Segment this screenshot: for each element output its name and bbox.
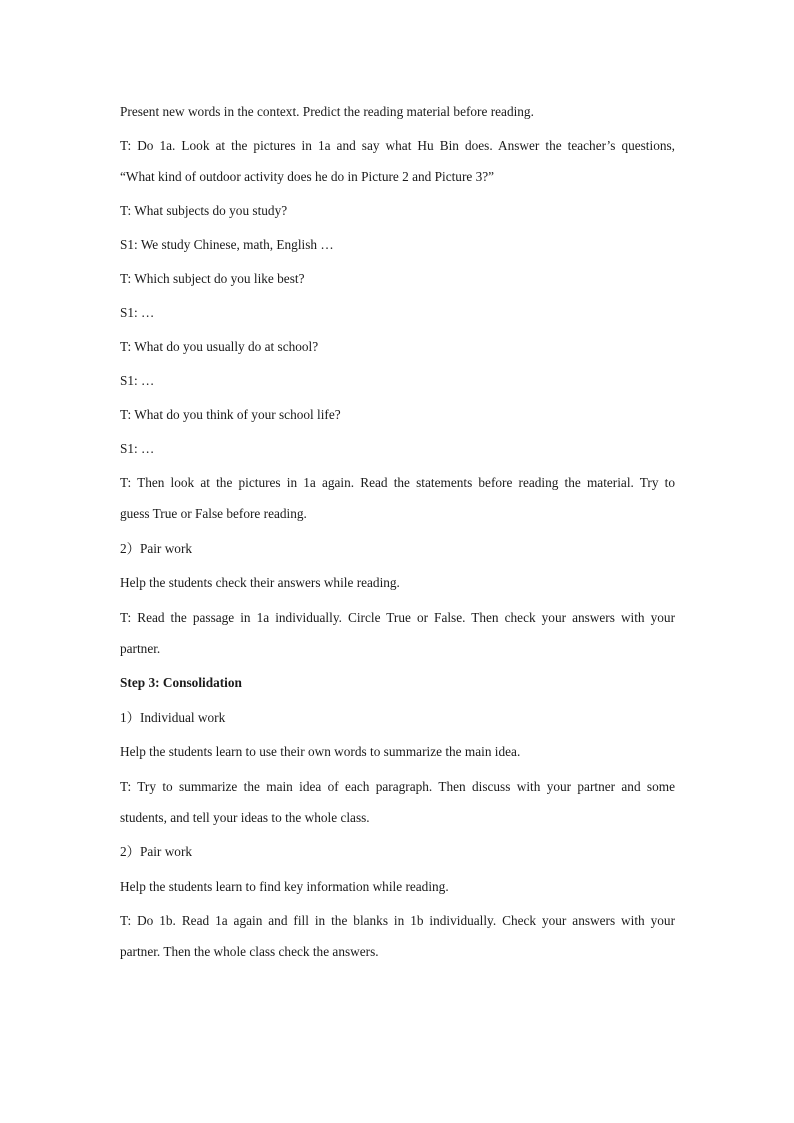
dialogue-line: T: What subjects do you study? bbox=[120, 203, 288, 218]
paragraph-read-passage: T: Read the passage in 1a individually. Circle True or False. Then check your answers with your bbox=[120, 610, 675, 625]
paragraph-statements-cont: guess True or False before reading. bbox=[120, 506, 307, 521]
paragraph-read-passage-cont: partner. bbox=[120, 641, 161, 656]
subheading-pair-work: 2）Pair work bbox=[120, 541, 193, 556]
document-body bbox=[120, 102, 675, 962]
dialogue-line: T: What do you usually do at school? bbox=[120, 339, 319, 354]
dialogue-line: S1: … bbox=[120, 441, 155, 456]
paragraph-help: Help the students learn to use their own words to summarize the main idea. bbox=[120, 744, 521, 759]
paragraph-do-1b: T: Do 1b. Read 1a again and fill in the blanks in 1b individually. Check your answers with your bbox=[120, 913, 675, 928]
paragraph-help: Help the students check their answers while reading. bbox=[120, 575, 400, 590]
subheading-individual-work: 1）Individual work bbox=[120, 710, 226, 725]
dialogue-line: S1: … bbox=[120, 305, 155, 320]
dialogue-line: S1: … bbox=[120, 373, 155, 388]
dialogue-line: T: Which subject do you like best? bbox=[120, 271, 305, 286]
paragraph-help: Help the students learn to find key information while reading. bbox=[120, 879, 449, 894]
paragraph-statements: T: Then look at the pictures in 1a again. Read the statements before reading the material. Try to bbox=[120, 475, 675, 490]
paragraph-do-1a: T: Do 1a. Look at the pictures in 1a and say what Hu Bin does. Answer the teacher’s questions, bbox=[120, 138, 675, 153]
dialogue-line: T: What do you think of your school life? bbox=[120, 407, 341, 422]
paragraph-summarize: T: Try to summarize the main idea of each paragraph. Then discuss with your partner and some bbox=[120, 779, 675, 794]
paragraph-do-1b-cont: partner. Then the whole class check the answers. bbox=[120, 944, 379, 959]
paragraph-intro: Present new words in the context. Predict the reading material before reading. bbox=[120, 104, 534, 119]
paragraph-question: “What kind of outdoor activity does he do in Picture 2 and Picture 3?” bbox=[120, 169, 495, 184]
subheading-pair-work: 2）Pair work bbox=[120, 844, 193, 859]
paragraph-summarize-cont: students, and tell your ideas to the whole class. bbox=[120, 810, 370, 825]
dialogue-line: S1: We study Chinese, math, English … bbox=[120, 237, 334, 252]
section-heading-step-3: Step 3: Consolidation bbox=[120, 675, 242, 690]
